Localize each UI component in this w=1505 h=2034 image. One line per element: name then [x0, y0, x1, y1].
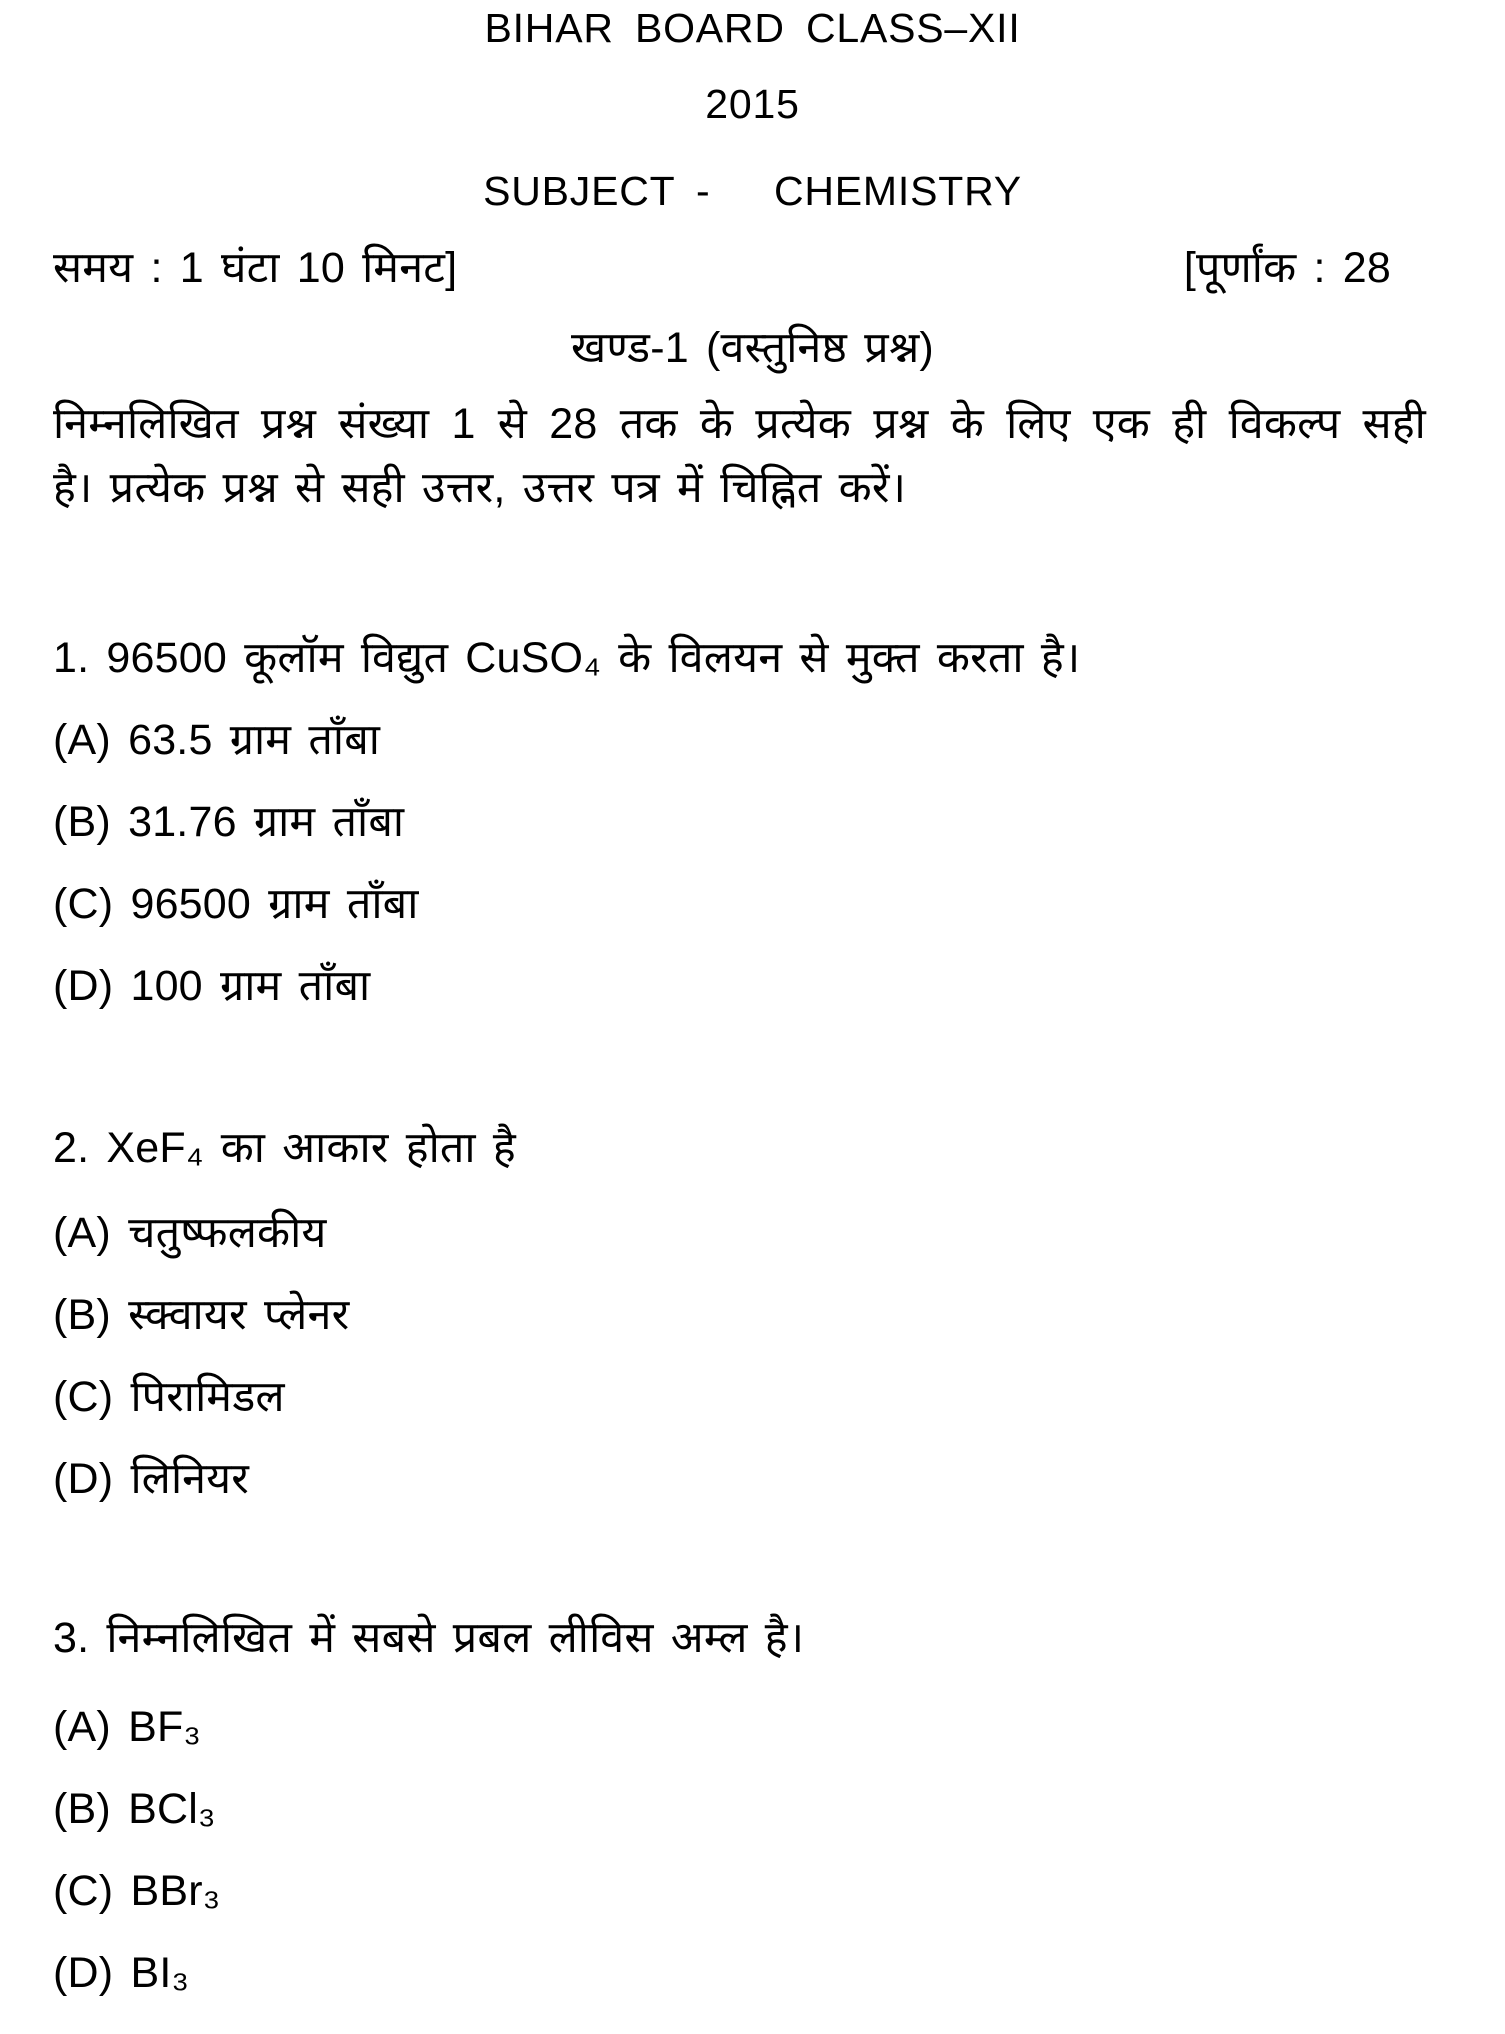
question-3-option-b-label: (B): [53, 1785, 111, 1833]
question-2-option-c-label: (C): [53, 1373, 114, 1421]
question-2-number: 2.: [53, 1124, 90, 1172]
question-3-option-d-label: (D): [53, 1949, 114, 1997]
full-marks: [पूर्णांक : 28: [1183, 244, 1391, 292]
question-1-number: 1.: [53, 634, 90, 682]
question-2-option-d-label: (D): [53, 1455, 114, 1503]
question-3-text: निम्नलिखित में सबसे प्रबल लीविस अम्ल है।: [106, 1614, 805, 1662]
question-3-option-d-text: BI₃: [130, 1949, 190, 1997]
question-2-option-b-label: (B): [53, 1291, 111, 1339]
question-3-option-d: [53, 1945, 189, 2001]
question-1-option-c: [53, 876, 419, 932]
instructions-line-1: निम्नलिखित प्रश्न संख्या 1 से 28 तक के प्रत्येक प्रश्न के लिए एक ही विकल्प सही: [53, 400, 1426, 448]
question-3-option-b-text: BCl₃: [128, 1785, 216, 1833]
question-2-option-d-text: लिनियर: [130, 1455, 250, 1503]
paper-subject: SUBJECT - CHEMISTRY: [483, 168, 1022, 214]
question-3-option-c-text: BBr₃: [130, 1867, 221, 1915]
question-1-option-d: [53, 958, 370, 1014]
question-1-option-c-label: (C): [53, 880, 114, 928]
question-1-option-a-label: (A): [53, 716, 111, 764]
question-1-option-d-text: 100 ग्राम ताँबा: [130, 962, 371, 1010]
question-3-option-b: [53, 1781, 216, 1837]
question-1-option-b-label: (B): [53, 798, 111, 846]
question-1-option-b: [53, 794, 404, 850]
question-3-option-a-label: (A): [53, 1703, 111, 1751]
question-3-option-c: [53, 1863, 220, 1919]
question-1: [53, 630, 1080, 686]
question-1-option-c-text: 96500 ग्राम ताँबा: [130, 880, 419, 928]
question-2: [53, 1120, 516, 1176]
question-3: [53, 1610, 804, 1666]
question-1-text: 96500 कूलॉम विद्युत CuSO₄ के विलयन से मुक्त करता है।: [106, 634, 1081, 682]
question-2-option-a-text: चतुष्फलकीय: [128, 1209, 327, 1257]
question-1-option-d-label: (D): [53, 962, 114, 1010]
question-2-option-a-label: (A): [53, 1209, 111, 1257]
question-2-text: XeF₄ का आकार होता है: [106, 1124, 516, 1172]
section-heading: खण्ड-1 (वस्तुनिष्ठ प्रश्न): [571, 324, 934, 372]
time-allowed: समय : 1 घंटा 10 मिनट]: [53, 244, 458, 292]
question-2-option-b-text: स्क्वायर प्लेनर: [128, 1291, 350, 1339]
question-1-option-a-text: 63.5 ग्राम ताँबा: [128, 716, 381, 764]
question-2-option-b: [53, 1287, 349, 1343]
question-3-option-c-label: (C): [53, 1867, 114, 1915]
question-2-option-d: [53, 1451, 249, 1507]
question-2-option-a: [53, 1205, 327, 1261]
question-3-option-a-text: BF₃: [128, 1703, 202, 1751]
paper-title: BIHAR BOARD CLASS–XII: [484, 5, 1021, 51]
paper-year: 2015: [705, 81, 800, 127]
question-1-option-a: [53, 712, 380, 768]
question-1-option-b-text: 31.76 ग्राम ताँबा: [128, 798, 405, 846]
question-3-number: 3.: [53, 1614, 90, 1662]
question-3-option-a: [53, 1699, 201, 1755]
question-2-option-c-text: पिरामिडल: [130, 1373, 285, 1421]
question-2-option-c: [53, 1369, 285, 1425]
instructions-line-2: है। प्रत्येक प्रश्न से सही उत्तर, उत्तर पत्र में चिह्नित करें।: [53, 464, 907, 512]
